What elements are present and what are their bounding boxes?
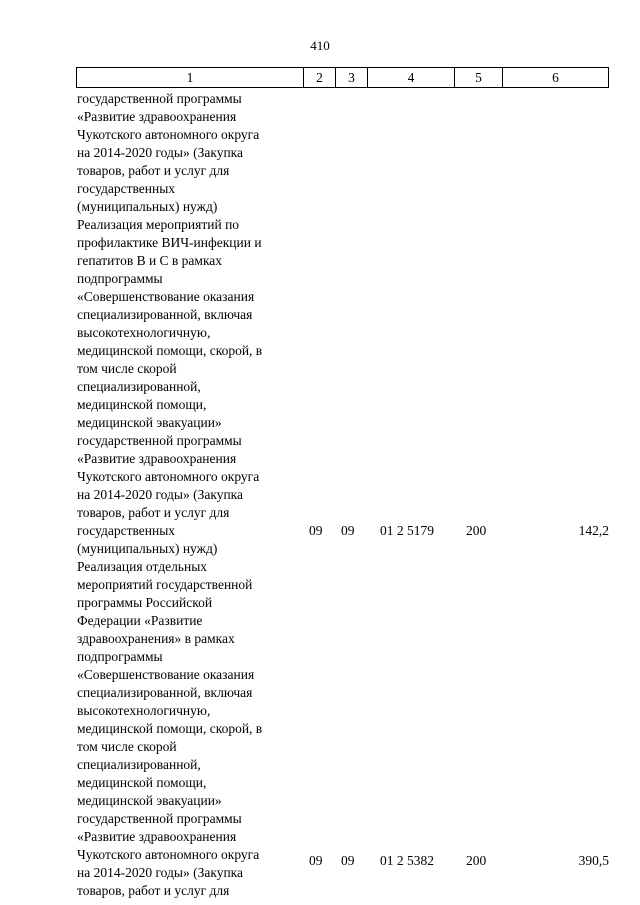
text-line: (муниципальных) нужд) [77,199,218,214]
text-line: «Совершенствование оказания [77,667,255,682]
row-2-expense-type: 200 [466,853,487,868]
text-line: подпрограммы [77,649,163,664]
text-line: Чукотского автономного округа [77,847,260,862]
column-header-table [76,67,609,88]
text-line: государственной программы [77,811,242,826]
text-line: медицинской помощи, [77,397,207,412]
text-line: «Развитие здравоохранения [77,829,237,844]
text-line: том числе скорой [77,739,177,754]
text-line: том числе скорой [77,361,177,376]
column-header-6: 6 [503,68,609,88]
text-line: Федерации «Развитие [77,613,203,628]
text-line: специализированной, включая [77,307,253,322]
text-line: высокотехнологичную, [77,703,211,718]
text-line: на 2014-2020 годы» (Закупка [77,865,244,880]
text-line: Реализация отдельных [77,559,208,574]
row-2-target-article: 01 2 5382 [380,853,434,868]
row-1-subsection: 09 [341,523,355,538]
column-header-3: 3 [336,68,368,88]
text-line: товаров, работ и услуг для [77,505,230,520]
text-line: (муниципальных) нужд) [77,541,218,556]
text-line: мероприятий государственной [77,577,253,592]
text-line: здравоохранения» в рамках [77,631,235,646]
text-line: «Развитие здравоохранения [77,451,237,466]
column-header-5: 5 [455,68,503,88]
text-line: государственной программы [77,433,242,448]
row-2-amount: 390,5 [578,853,609,868]
column-header-2: 2 [304,68,336,88]
text-line: государственных [77,523,176,538]
text-line: медицинской эвакуации» [77,793,222,808]
text-line: «Совершенствование оказания [77,289,255,304]
text-line: медицинской эвакуации» [77,415,222,430]
text-line: медицинской помощи, скорой, в [77,343,263,358]
text-line: медицинской помощи, [77,775,207,790]
text-line: на 2014-2020 годы» (Закупка [77,487,244,502]
text-line: специализированной, [77,757,201,772]
text-line: «Развитие здравоохранения [77,109,237,124]
text-line: Чукотского автономного округа [77,127,260,142]
row-2-section: 09 [309,853,323,868]
text-line: государственной программы [77,91,242,106]
column-header-1: 1 [77,68,304,88]
text-line: профилактике ВИЧ-инфекции и [77,235,262,250]
text-line: подпрограммы [77,271,163,286]
text-line: государственных [77,181,176,196]
page-number: 410 [310,38,330,53]
text-line: высокотехнологичную, [77,325,211,340]
text-line: товаров, работ и услуг для [77,883,230,898]
text-line: специализированной, включая [77,685,253,700]
text-line: Чукотского автономного округа [77,469,260,484]
row-1-target-article: 01 2 5179 [380,523,434,538]
row-1-expense-type: 200 [466,523,487,538]
column-header-row [77,68,609,88]
row-1-amount: 142,2 [578,523,609,538]
text-line: на 2014-2020 годы» (Закупка [77,145,244,160]
text-line: Реализация мероприятий по [77,217,240,232]
column-header-4: 4 [368,68,455,88]
text-line: медицинской помощи, скорой, в [77,721,263,736]
row-2-subsection: 09 [341,853,355,868]
text-line: товаров, работ и услуг для [77,163,230,178]
text-line: гепатитов В и С в рамках [77,253,223,268]
row-1-section: 09 [309,523,323,538]
text-line: специализированной, [77,379,201,394]
text-line: программы Российской [77,595,213,610]
